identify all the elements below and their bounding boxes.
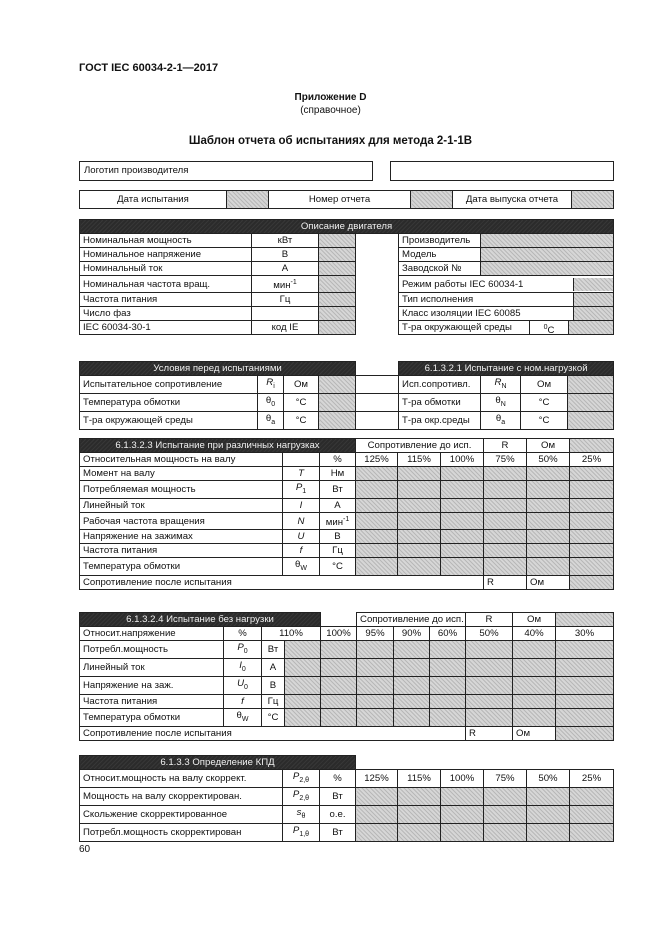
no-load-heading: 6.1.3.2.4 Испытание без нагрузки — [80, 613, 321, 627]
no-load-row-unit: В — [262, 676, 285, 694]
motor-left-unit: Гц — [252, 293, 319, 307]
no-load-row-symbol: $I_0$ — [224, 658, 262, 676]
eff-cell[interactable] — [484, 805, 527, 823]
no-load-percent-label: Относит.напряжение — [80, 627, 224, 641]
eff-cell[interactable] — [484, 787, 527, 805]
no-load-percent-value: 110% — [262, 627, 321, 641]
load-cell[interactable] — [356, 544, 398, 558]
no-load-cell[interactable] — [285, 694, 321, 708]
load-row-symbol: T — [283, 467, 320, 481]
no-load-row-label: Температура обмотки — [80, 708, 224, 726]
motor-left-unit: мин$^{-1}$ — [252, 276, 319, 293]
load-cell[interactable] — [398, 544, 441, 558]
no-load-cell[interactable] — [556, 708, 614, 726]
load-row-label: Температура обмотки — [80, 558, 283, 576]
no-load-cell[interactable] — [394, 658, 430, 676]
load-cell[interactable] — [484, 530, 527, 544]
eff-cell[interactable] — [484, 823, 527, 841]
load-cell[interactable] — [441, 530, 484, 544]
motor-right-value[interactable] — [573, 293, 613, 306]
motor-left-unit: А — [252, 262, 319, 276]
no-load-cell[interactable] — [357, 694, 394, 708]
pre-left-label: Т-ра окружающей среды — [80, 411, 258, 429]
motor-left-label: Номинальная мощность — [80, 234, 252, 248]
load-row-symbol: N — [283, 512, 320, 529]
no-load-row-label: Потребл.мощность — [80, 641, 224, 659]
motor-left-label: Частота питания — [80, 293, 252, 307]
eff-row-unit: Вт — [320, 823, 356, 841]
eff-cell[interactable] — [356, 805, 398, 823]
eff-cell[interactable] — [398, 787, 441, 805]
load-row-symbol: I — [283, 498, 320, 512]
load-percent-value: 50% — [527, 453, 570, 467]
eff-cell[interactable] — [441, 823, 484, 841]
eff-percent-symbol: $P_{2,\theta}$ — [283, 770, 320, 788]
load-res-after-label: Сопротивление после испытания — [80, 576, 484, 590]
load-cell[interactable] — [527, 481, 570, 499]
motor-right-value[interactable] — [481, 262, 614, 276]
no-load-cell[interactable] — [513, 708, 556, 726]
report-info-table — [79, 190, 614, 209]
no-load-res-after-value[interactable] — [556, 726, 614, 740]
load-row-label: Напряжение на зажимах — [80, 530, 283, 544]
no-load-cell[interactable] — [357, 676, 394, 694]
rated-load-heading: 6.1.3.2.1 Испытание с ном.нагрузкой — [399, 362, 614, 376]
eff-percent-unit: % — [320, 770, 356, 788]
motor-right-label: Заводской № — [399, 262, 481, 276]
load-cell[interactable] — [398, 558, 441, 576]
load-cell[interactable] — [356, 512, 398, 529]
motor-right-label: Режим работы IEC 60034-1 — [402, 278, 524, 290]
pre-left-unit: °C — [284, 411, 319, 429]
load-cell[interactable] — [398, 512, 441, 529]
no-load-cell[interactable] — [321, 641, 357, 659]
eff-percent-value: 25% — [570, 770, 614, 788]
motor-left-value[interactable] — [319, 262, 356, 276]
no-load-cell[interactable] — [357, 708, 394, 726]
eff-cell[interactable] — [570, 787, 614, 805]
load-cell[interactable] — [570, 481, 614, 499]
no-load-test-table — [79, 612, 614, 741]
motor-left-unit: кВт — [252, 234, 319, 248]
report-no-label: Номер отчета — [269, 191, 411, 209]
load-test-heading: 6.1.3.2.3 Испытание при различных нагрузках — [80, 439, 356, 453]
no-load-res-after-label: Сопротивление после испытания — [80, 726, 466, 740]
no-load-cell[interactable] — [556, 658, 614, 676]
no-load-row-symbol: $U_0$ — [224, 676, 262, 694]
load-percent-value: 100% — [441, 453, 484, 467]
load-cell[interactable] — [484, 481, 527, 499]
no-load-cell[interactable] — [394, 708, 430, 726]
pre-right-value[interactable] — [568, 411, 614, 429]
load-cell[interactable] — [441, 544, 484, 558]
no-load-cell[interactable] — [513, 694, 556, 708]
load-cell[interactable] — [441, 481, 484, 499]
motor-right-label: Класс изоляции IEC 60085 — [402, 308, 521, 320]
no-load-percent-value: 50% — [466, 627, 513, 641]
motor-left-value[interactable] — [319, 234, 356, 248]
motor-right-value[interactable] — [568, 321, 613, 334]
no-load-cell[interactable] — [394, 676, 430, 694]
pre-left-symbol: $\theta_0$ — [258, 393, 284, 411]
load-cell[interactable] — [527, 530, 570, 544]
pre-right-symbol: $\theta_N$ — [481, 393, 521, 411]
eff-row-symbol: $P_{1,\theta}$ — [283, 823, 320, 841]
pre-right-label: Т-ра обмотки — [399, 393, 481, 411]
eff-cell[interactable] — [527, 823, 570, 841]
load-res-unit: Ом — [527, 439, 570, 453]
load-cell[interactable] — [484, 558, 527, 576]
load-cell[interactable] — [484, 512, 527, 529]
pre-left-value[interactable] — [319, 393, 356, 411]
no-load-cell[interactable] — [394, 694, 430, 708]
load-cell[interactable] — [570, 530, 614, 544]
no-load-cell[interactable] — [357, 658, 394, 676]
no-load-cell[interactable] — [285, 658, 321, 676]
no-load-percent-value: 90% — [394, 627, 430, 641]
load-res-before-value[interactable] — [570, 439, 614, 453]
pre-right-unit: °C — [521, 393, 568, 411]
pre-left-label: Температура обмотки — [80, 393, 258, 411]
pre-left-label: Испытательное сопротивление — [80, 376, 258, 394]
load-row-unit: °C — [320, 558, 356, 576]
no-load-percent-value: 40% — [513, 627, 556, 641]
pre-right-symbol: $R_N$ — [481, 376, 521, 394]
load-cell[interactable] — [527, 544, 570, 558]
no-load-cell[interactable] — [321, 694, 357, 708]
load-test-table — [79, 438, 614, 590]
load-cell[interactable] — [356, 467, 398, 481]
pre-test-table — [79, 361, 614, 430]
load-cell[interactable] — [356, 558, 398, 576]
no-load-cell[interactable] — [513, 658, 556, 676]
no-load-cell[interactable] — [321, 708, 357, 726]
motor-left-value[interactable] — [319, 321, 356, 335]
eff-row-unit: о.е. — [320, 805, 356, 823]
pre-left-unit: °C — [284, 393, 319, 411]
eff-row-label: Скольжение скорректированное — [80, 805, 283, 823]
load-cell[interactable] — [356, 498, 398, 512]
motor-right-label: Производитель — [399, 234, 481, 248]
no-load-row-symbol: $P_0$ — [224, 641, 262, 659]
motor-left-unit: код IE — [252, 321, 319, 335]
no-load-res-before-value[interactable] — [556, 613, 614, 627]
pre-test-heading: Условия перед испытаниями — [80, 362, 356, 376]
no-load-cell[interactable] — [556, 641, 614, 659]
logo-box — [79, 161, 373, 181]
no-load-cell[interactable] — [556, 694, 614, 708]
load-row-symbol: U — [283, 530, 320, 544]
load-res-symbol: R — [484, 439, 527, 453]
load-res-after-symbol: R — [484, 576, 527, 590]
load-row-unit: Гц — [320, 544, 356, 558]
efficiency-table — [79, 755, 614, 842]
pre-right-value[interactable] — [568, 393, 614, 411]
load-row-symbol: f — [283, 544, 320, 558]
load-cell[interactable] — [441, 467, 484, 481]
load-row-symbol: $\theta_W$ — [283, 558, 320, 576]
load-cell[interactable] — [570, 512, 614, 529]
pre-right-symbol: $\theta_a$ — [481, 411, 521, 429]
load-cell[interactable] — [484, 467, 527, 481]
pre-left-unit: Ом — [284, 376, 319, 394]
no-load-cell[interactable] — [466, 708, 513, 726]
eff-cell[interactable] — [356, 823, 398, 841]
load-cell[interactable] — [527, 467, 570, 481]
motor-left-label: Номинальное напряжение — [80, 248, 252, 262]
motor-heading: Описание двигателя — [80, 220, 614, 234]
pre-left-symbol: $\theta_a$ — [258, 411, 284, 429]
pre-left-value[interactable] — [319, 376, 356, 394]
pre-left-value[interactable] — [319, 411, 356, 429]
motor-left-value[interactable] — [319, 276, 356, 293]
no-load-cell[interactable] — [285, 676, 321, 694]
load-row-label: Рабочая частота вращения — [80, 512, 283, 529]
no-load-cell[interactable] — [430, 708, 466, 726]
no-load-percent-value: 30% — [556, 627, 614, 641]
efficiency-heading: 6.1.3.3 Определение КПД — [80, 756, 356, 770]
motor-left-unit: В — [252, 248, 319, 262]
logo-blank-box — [390, 161, 614, 181]
no-load-res-after-symbol: R — [466, 726, 513, 740]
load-cell[interactable] — [398, 467, 441, 481]
load-row-unit: мин$^{-1}$ — [320, 512, 356, 529]
load-cell[interactable] — [398, 498, 441, 512]
pre-right-value[interactable] — [568, 376, 614, 394]
load-percent-unit: % — [320, 453, 356, 467]
load-row-unit: А — [320, 498, 356, 512]
report-no-field[interactable] — [411, 191, 453, 209]
load-row-label: Частота питания — [80, 544, 283, 558]
eff-row-unit: Вт — [320, 787, 356, 805]
eff-cell[interactable] — [527, 805, 570, 823]
motor-left-value[interactable] — [319, 293, 356, 307]
no-load-cell[interactable] — [466, 658, 513, 676]
no-load-cell[interactable] — [321, 676, 357, 694]
load-row-symbol: $P_1$ — [283, 481, 320, 499]
load-row-unit: Вт — [320, 481, 356, 499]
load-cell[interactable] — [356, 530, 398, 544]
test-date-label: Дата испытания — [80, 191, 227, 209]
eff-cell[interactable] — [356, 787, 398, 805]
load-cell[interactable] — [570, 498, 614, 512]
load-cell[interactable] — [398, 530, 441, 544]
eff-cell[interactable] — [570, 823, 614, 841]
load-percent-value: 115% — [398, 453, 441, 467]
motor-left-unit — [252, 307, 319, 321]
no-load-row-unit: Вт — [262, 641, 285, 659]
eff-row-symbol: $P_{2,\theta}$ — [283, 787, 320, 805]
no-load-cell[interactable] — [394, 641, 430, 659]
load-cell[interactable] — [527, 558, 570, 576]
logo-label: Логотип производителя — [84, 165, 189, 176]
no-load-cell[interactable] — [285, 641, 321, 659]
no-load-row-label: Линейный ток — [80, 658, 224, 676]
test-date-field[interactable] — [227, 191, 269, 209]
no-load-cell[interactable] — [466, 641, 513, 659]
no-load-percent-value: 100% — [321, 627, 357, 641]
no-load-row-symbol: $\theta_W$ — [224, 708, 262, 726]
load-percent-value: 75% — [484, 453, 527, 467]
load-cell[interactable] — [570, 558, 614, 576]
no-load-cell[interactable] — [430, 641, 466, 659]
load-row-unit: Нм — [320, 467, 356, 481]
eff-cell[interactable] — [441, 787, 484, 805]
no-load-percent-unit: % — [224, 627, 262, 641]
no-load-cell[interactable] — [321, 658, 357, 676]
load-cell[interactable] — [398, 481, 441, 499]
no-load-cell[interactable] — [466, 676, 513, 694]
standard-header: ГОСТ IEC 60034-2-1—2017 — [79, 62, 219, 74]
load-res-before-label: Сопротивление до исп. — [356, 439, 484, 453]
no-load-row-label: Напряжение на заж. — [80, 676, 224, 694]
load-cell[interactable] — [441, 512, 484, 529]
no-load-percent-value: 95% — [357, 627, 394, 641]
no-load-cell[interactable] — [430, 658, 466, 676]
motor-right-label: Модель — [399, 248, 481, 262]
pre-right-label: Исп.сопротивл. — [399, 376, 481, 394]
no-load-res-unit: Ом — [513, 613, 556, 627]
no-load-cell[interactable] — [513, 676, 556, 694]
load-cell[interactable] — [527, 498, 570, 512]
eff-percent-label: Относит.мощность на валу скоррект. — [80, 770, 283, 788]
eff-cell[interactable] — [570, 805, 614, 823]
load-row-unit: В — [320, 530, 356, 544]
no-load-cell[interactable] — [556, 676, 614, 694]
load-res-after-value[interactable] — [570, 576, 614, 590]
load-cell[interactable] — [441, 558, 484, 576]
pre-right-unit: °C — [521, 411, 568, 429]
no-load-row-symbol: f — [224, 694, 262, 708]
no-load-cell[interactable] — [430, 676, 466, 694]
no-load-cell[interactable] — [357, 641, 394, 659]
no-load-res-symbol: R — [466, 613, 513, 627]
motor-right-value[interactable] — [573, 278, 613, 291]
motor-right-label: Тип исполнения — [402, 294, 474, 306]
motor-left-value[interactable] — [319, 248, 356, 262]
eff-row-label: Потребл.мощность скорректирован — [80, 823, 283, 841]
load-res-after-unit: Ом — [527, 576, 570, 590]
load-cell[interactable] — [356, 481, 398, 499]
no-load-row-unit: А — [262, 658, 285, 676]
motor-right-value[interactable] — [573, 307, 613, 320]
motor-left-value[interactable] — [319, 307, 356, 321]
pre-right-unit: Ом — [521, 376, 568, 394]
appendix-title: Приложение D — [294, 92, 367, 103]
eff-percent-value: 115% — [398, 770, 441, 788]
eff-cell[interactable] — [441, 805, 484, 823]
no-load-cell[interactable] — [466, 694, 513, 708]
page-title: Шаблон отчета об испытаниях для метода 2-1-1В — [188, 135, 473, 147]
pre-right-label: Т-ра окр.среды — [399, 411, 481, 429]
no-load-percent-value: 60% — [430, 627, 466, 641]
eff-cell[interactable] — [527, 787, 570, 805]
eff-row-label: Мощность на валу скорректирован. — [80, 787, 283, 805]
motor-description-table — [79, 219, 614, 335]
issue-date-field[interactable] — [572, 191, 614, 209]
eff-percent-value: 50% — [527, 770, 570, 788]
load-cell[interactable] — [570, 544, 614, 558]
page-number: 60 — [79, 844, 91, 855]
motor-right-unit: $^0$C — [529, 321, 568, 334]
no-load-row-unit: Гц — [262, 694, 285, 708]
load-row-label: Линейный ток — [80, 498, 283, 512]
motor-left-label: Номинальный ток — [80, 262, 252, 276]
issue-date-label: Дата выпуска отчета — [453, 191, 572, 209]
motor-right-value[interactable] — [481, 234, 614, 248]
load-percent-label: Относительная мощность на валу — [80, 453, 283, 467]
motor-left-label: IEC 60034-30-1 — [80, 321, 252, 335]
eff-percent-value: 125% — [356, 770, 398, 788]
load-cell[interactable] — [484, 544, 527, 558]
eff-cell[interactable] — [398, 823, 441, 841]
eff-row-symbol: $s_\theta$ — [283, 805, 320, 823]
load-row-label: Потребляемая мощность — [80, 481, 283, 499]
motor-left-label: Число фаз — [80, 307, 252, 321]
load-cell[interactable] — [570, 467, 614, 481]
pre-left-symbol: $R_i$ — [258, 376, 284, 394]
motor-right-value[interactable] — [481, 248, 614, 262]
appendix-note: (справочное) — [300, 105, 361, 116]
eff-percent-value: 100% — [441, 770, 484, 788]
load-row-label: Момент на валу — [80, 467, 283, 481]
load-cell[interactable] — [484, 498, 527, 512]
load-percent-value: 25% — [570, 453, 614, 467]
motor-right-label: Т-ра окружающей среды — [402, 322, 512, 334]
load-percent-value: 125% — [356, 453, 398, 467]
no-load-row-label: Частота питания — [80, 694, 224, 708]
no-load-cell[interactable] — [285, 708, 321, 726]
no-load-res-after-unit: Ом — [513, 726, 556, 740]
eff-percent-value: 75% — [484, 770, 527, 788]
load-cell[interactable] — [441, 498, 484, 512]
no-load-cell[interactable] — [430, 694, 466, 708]
no-load-res-before-label: Сопротивление до исп. — [357, 613, 466, 627]
load-cell[interactable] — [527, 512, 570, 529]
motor-left-label: Номинальная частота вращ. — [80, 276, 252, 293]
no-load-row-unit: °C — [262, 708, 285, 726]
no-load-cell[interactable] — [513, 641, 556, 659]
eff-cell[interactable] — [398, 805, 441, 823]
